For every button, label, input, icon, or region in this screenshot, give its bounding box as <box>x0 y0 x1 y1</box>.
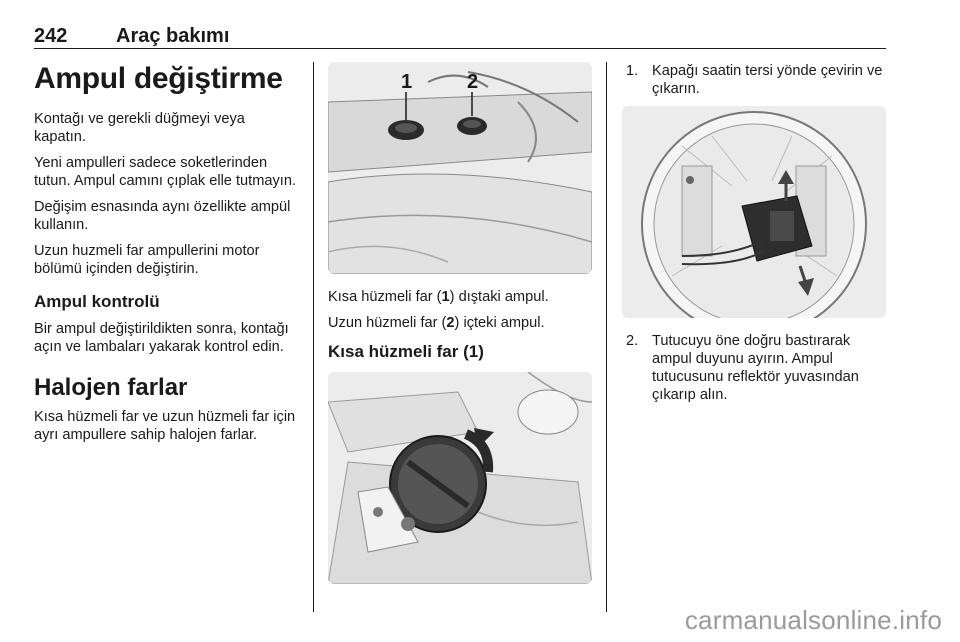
caption-text: Kısa hüzmeli far ( <box>328 289 442 305</box>
page-header <box>34 14 886 49</box>
paragraph: Bir ampul değiştirildikten sonra, kontağı açın ve lambaları yakarak kontrol edin. <box>34 321 289 355</box>
step-text: Kapağı saatin tersi yönde çevirin ve çıkarın. <box>652 63 883 97</box>
middle-column <box>328 62 592 584</box>
subheading-bulb-check: Ampul kontrolü <box>34 292 160 311</box>
instruction-list <box>622 332 886 404</box>
right-column <box>622 62 886 404</box>
chapter-title: Araç bakımı <box>116 25 230 47</box>
callout-label-2: 2 <box>467 71 479 93</box>
subheading-low-beam: Kısa hüzmeli far (1) <box>328 342 484 361</box>
headlamp-location-figure <box>328 62 592 274</box>
subheading-halogen: Halojen farlar <box>34 374 188 401</box>
paragraph: Uzun huzmeli far ampullerini motor bölümü içinden değiştirin. <box>34 243 260 277</box>
paragraph: Kısa hüzmeli far ve uzun hüzmeli far için ayrı ampullere sahip halojen farlar. <box>34 409 296 443</box>
low-beam-cover-figure <box>328 372 592 584</box>
caption-text: Uzun hüzmeli far ( <box>328 315 447 331</box>
paragraph: Değişim esnasında aynı özellikte ampül kullanın. <box>34 199 291 233</box>
left-column <box>34 62 296 452</box>
section-title: Ampul değiştirme <box>34 62 283 95</box>
list-item <box>622 62 886 98</box>
caption-number: 1 <box>441 289 450 305</box>
column-divider <box>606 62 607 612</box>
column-divider <box>313 62 314 612</box>
page-number: 242 <box>34 25 68 47</box>
paragraph: Kontağı ve gerekli düğmeyi veya kapatın. <box>34 111 245 145</box>
step-number: 2. <box>626 333 639 349</box>
list-item <box>622 332 886 404</box>
caption-low-beam <box>328 288 592 306</box>
watermark: carmanualsonline.info <box>684 605 942 635</box>
caption-high-beam <box>328 314 592 332</box>
step-number: 1. <box>626 63 639 79</box>
paragraph: Yeni ampulleri sadece soketlerinden tutun. Ampul camını çıplak elle tutmayın. <box>34 155 297 189</box>
step-text: Tutucuyu öne doğru bastırarak ampul duyunu ayırın. Ampul tutucusunu reflektör yuvasından çıkarıp alın. <box>652 333 859 403</box>
bulb-holder-figure <box>622 106 886 318</box>
caption-number: 2 <box>446 315 455 331</box>
callout-label-1: 1 <box>401 71 413 93</box>
caption-text: ) dıştaki ampul. <box>449 289 549 305</box>
instruction-list <box>622 62 886 98</box>
caption-text: ) içteki ampul. <box>454 315 545 331</box>
